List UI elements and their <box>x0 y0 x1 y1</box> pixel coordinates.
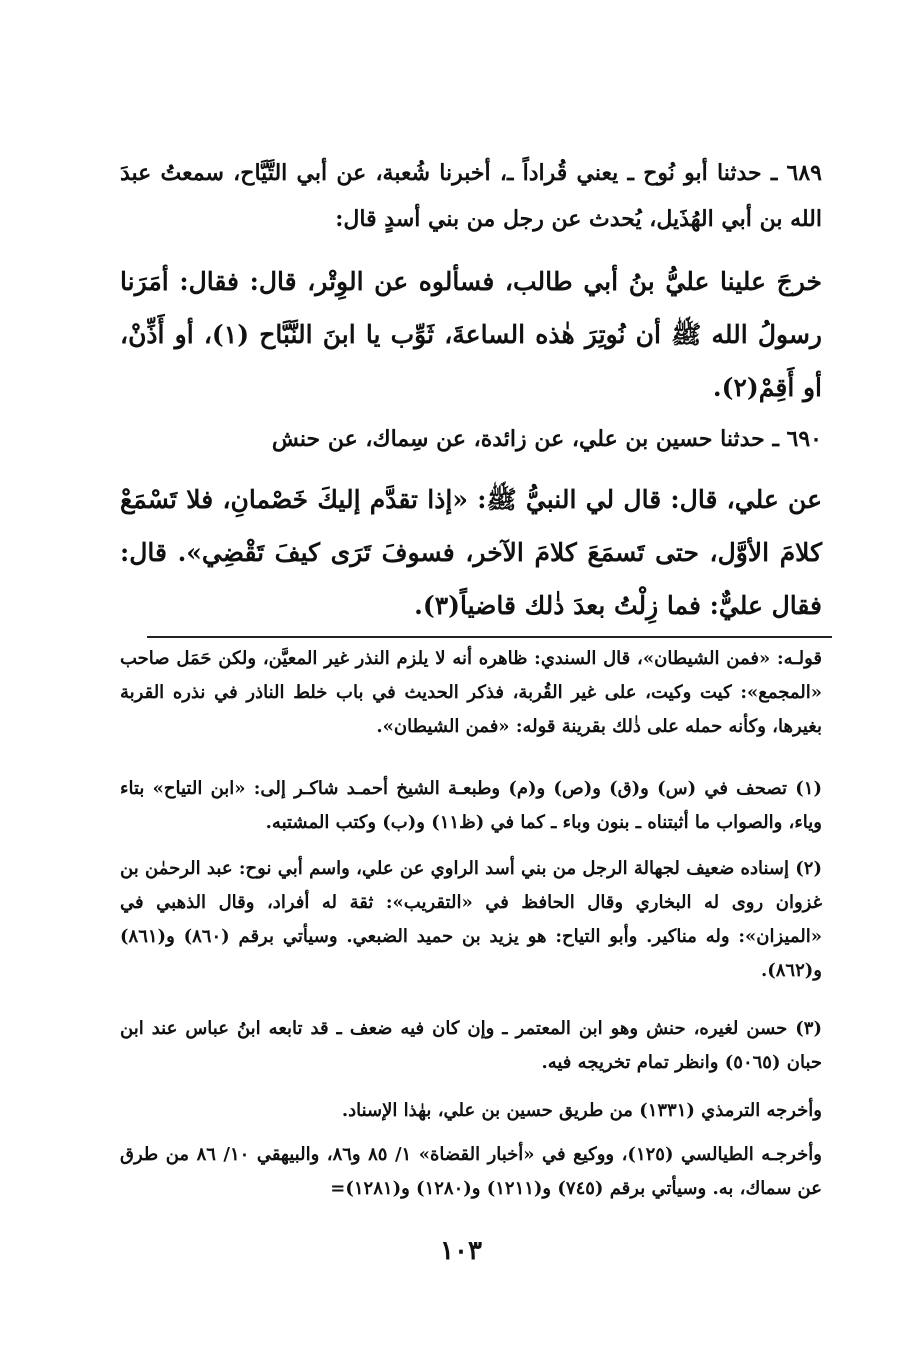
footnote-takhrij-1: وأخرجه الترمذي (١٣٣١) من طريق حسين بن علي، بهٰذا الإسناد. <box>341 1100 822 1121</box>
footnote-divider <box>147 636 832 638</box>
footnote-commentary: قولـه: «فمن الشيطان»، قال السندي: ظاهره أنه لا يلزم النذر غير المعيَّن، ولكن حَمَل صاحب «المجمع»: كيت وكيت، على غير القُربة، فذكر الحديث في باب خلط الناذر في نذره القربة بغيرها، وكأنه حمله على ذٰلك بقرينة قوله: «فمن الشيطان». <box>120 648 822 737</box>
hadith-690-matn: عن علي، قال: قال لي النبيُّ ﷺ: «إذا تقدَّم إليكَ خَصْمانِ، فلا تَسْمَعْ كلامَ الأوَّل، حتى تَسمَعَ كلامَ الآخر، فسوفَ تَرَى كيفَ تَقْضِي». قال: فقال عليٌّ: فما زِلْتُ بعدَ ذٰلك قاضياً(٣). <box>120 485 822 620</box>
hadith-689-isnad: ٦٨٩ ـ حدثنا أبو نُوح ـ يعني قُراداً ـ، أخبرنا شُعبة، عن أبي التَّيَّاح، سمعتُ عبدَ الله بن أبي الهُذَيل، يُحدث عن رجل من بني أسدٍ قال: <box>120 160 822 232</box>
hadith-689-matn: خرجَ علينا عليُّ بنُ أبي طالب، فسألوه عن الوِتْر، قال: فقال: أمَرَنا رسولُ الله ﷺ أن نُوتِرَ هٰذه الساعةَ، ثَوِّب يا ابنَ النَّبَّاح (١)، أو أَذِّنْ، أو أَقِمْ(٢). <box>120 267 822 402</box>
footnote-3: (٣) حسن لغيره، حنش وهو ابن المعتمر ـ وإن كان فيه ضعف ـ قد تابعه ابنُ عباس عند ابن حبان (٥٠٦٥) وانظر تمام تخريجه فيه. <box>120 1018 822 1073</box>
hadith-690-isnad: ٦٩٠ ـ حدثنا حسين بن علي، عن زائدة، عن سِماك، عن حنش <box>271 426 822 452</box>
footnote-2: (٢) إسناده ضعيف لجهالة الرجل من بني أسد الراوي عن علي، واسم أبي نوح: عبد الرحمٰن بن غزوان روى له البخاري وقال الحافظ في «التقريب»: ثقة له أفراد، وقال الذهبي في «الميزان»: وله مناكير. وأبو التياح: هو يزيد بن حميد الضبعي. وسيأتي برقم (٨٦٠) و(٨٦١) و(٨٦٢). <box>120 858 822 981</box>
footnote-1: (١) تصحف في (س) و(ق) و(ص) و(م) وطبعـة الشيخ أحمـد شاكـر إلى: «ابن التياح» بتاء وياء، والصواب ما أثبتناه ـ بنون وباء ـ كما في (ظ١١) و(ب) وكتب المشتبه. <box>120 778 822 833</box>
page-number: ١٠٣ <box>440 1236 482 1266</box>
footnote-takhrij-2: وأخرجـه الطيالسي (١٢٥)، ووكيع في «أخبار القضاة» ١/ ٨٥ و٨٦، والبيهقي ١٠/ ٨٦ من طرق عن سماك، به. وسيأتي برقم (٧٤٥) و(١٢١١) و(١٢٨٠) و(١٢٨١)= <box>120 1144 822 1199</box>
